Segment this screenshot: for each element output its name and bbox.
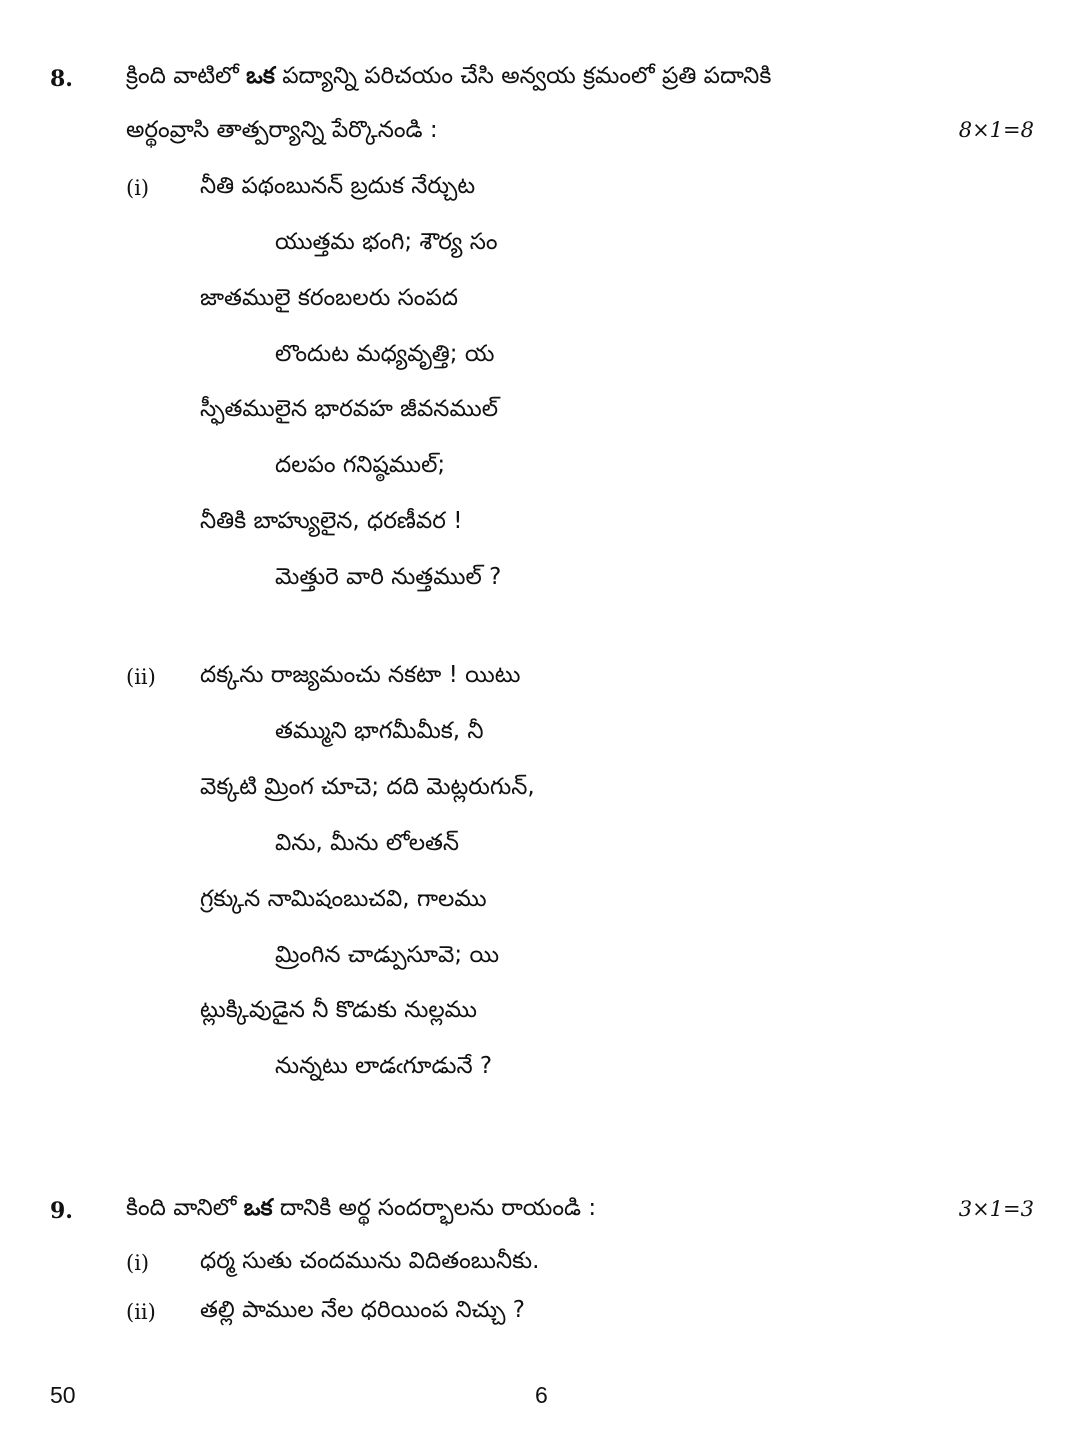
q8-line1-bold: ఒక: [246, 63, 275, 89]
poem-ii-line-8: నున్నటు లాడఁగూడునే ?: [275, 1053, 493, 1079]
question-9-marks: 3×1=3: [958, 1197, 1034, 1221]
question-8-number: 8.: [50, 66, 73, 92]
poem-ii-line-4: విను, మీను లోలతన్: [275, 830, 460, 856]
poem-i-line-1: నీతి పథంబునన్ బ్రదుక నేర్చుట: [200, 173, 476, 199]
poem-i-line-2: యుత్తమ భంగి; శౌర్య సం: [275, 229, 498, 255]
poem-ii-label: (ii): [126, 665, 156, 689]
q9-item-i-text: ధర్మ సుతు చందమును విదితంబునీకు.: [200, 1248, 540, 1274]
poem-ii-line-6: మ్రింగిన చాడ్పుసూవె; యి: [275, 942, 500, 968]
q9-line-bold: ఒక: [243, 1195, 273, 1221]
poem-i-line-5: స్ఫీతములైన భారవహ జీవనముల్: [200, 396, 499, 422]
q9-item-i-label: (i): [126, 1251, 150, 1275]
poem-i-label: (i): [126, 176, 150, 200]
q9-item-ii-text: తల్లి పాముల నేల ధరియింప నిచ్చు ?: [200, 1297, 525, 1323]
poem-i-line-6: దలపం గనిష్ఠముల్;: [275, 452, 446, 478]
poem-i-line-8: మెత్తురె వారి నుత్తముల్ ?: [275, 564, 502, 590]
poem-ii-line-7: ట్లుక్కివుడైన నీ కొడుకు నుల్లము: [200, 997, 477, 1023]
q9-item-ii-label: (ii): [126, 1300, 156, 1324]
poem-i-line-4: లొందుట మధ్యవృత్తి; య: [275, 341, 495, 367]
question-8-instruction-line1: [126, 63, 771, 95]
question-8-marks: 8×1=8: [958, 118, 1034, 142]
q8-line1-pre: క్రింది వాటిలో: [126, 63, 247, 89]
paper-code: 50: [50, 1382, 76, 1408]
poem-ii-line-5: గ్రక్కున నామిషంబుచవి, గాలము: [200, 886, 487, 912]
q9-line-post: దానికి అర్థ సందర్భాలను రాయండి :: [272, 1195, 597, 1221]
q8-line1-post: పద్యాన్ని పరిచయం చేసి అన్వయ క్రమంలో ప్రతి పదానికి: [274, 63, 772, 89]
poem-i-line-3: జాతములై కరంబలరు సంపద: [200, 285, 459, 311]
poem-ii-line-2: తమ్ముని భాగమీమీక, నీ: [275, 718, 484, 744]
q9-line-pre: కింది వానిలో: [126, 1195, 244, 1221]
poem-i-line-7: నీతికి బాహ్యులైన, ధరణీవర !: [200, 508, 463, 534]
poem-ii-line-1: దక్కను రాజ్యమంచు నకటా ! యిటు: [200, 662, 521, 688]
question-8-instruction-line2: అర్థంవ్రాసి తాత్పర్యాన్ని పేర్కొనండి :: [126, 117, 438, 143]
poem-ii-line-3: వెక్కటి మ్రింగ చూచె; దది మెట్లరుగున్,: [200, 774, 535, 800]
question-9-instruction: [126, 1195, 596, 1227]
question-9-number: 9.: [50, 1198, 73, 1224]
page-number: 6: [535, 1382, 548, 1408]
